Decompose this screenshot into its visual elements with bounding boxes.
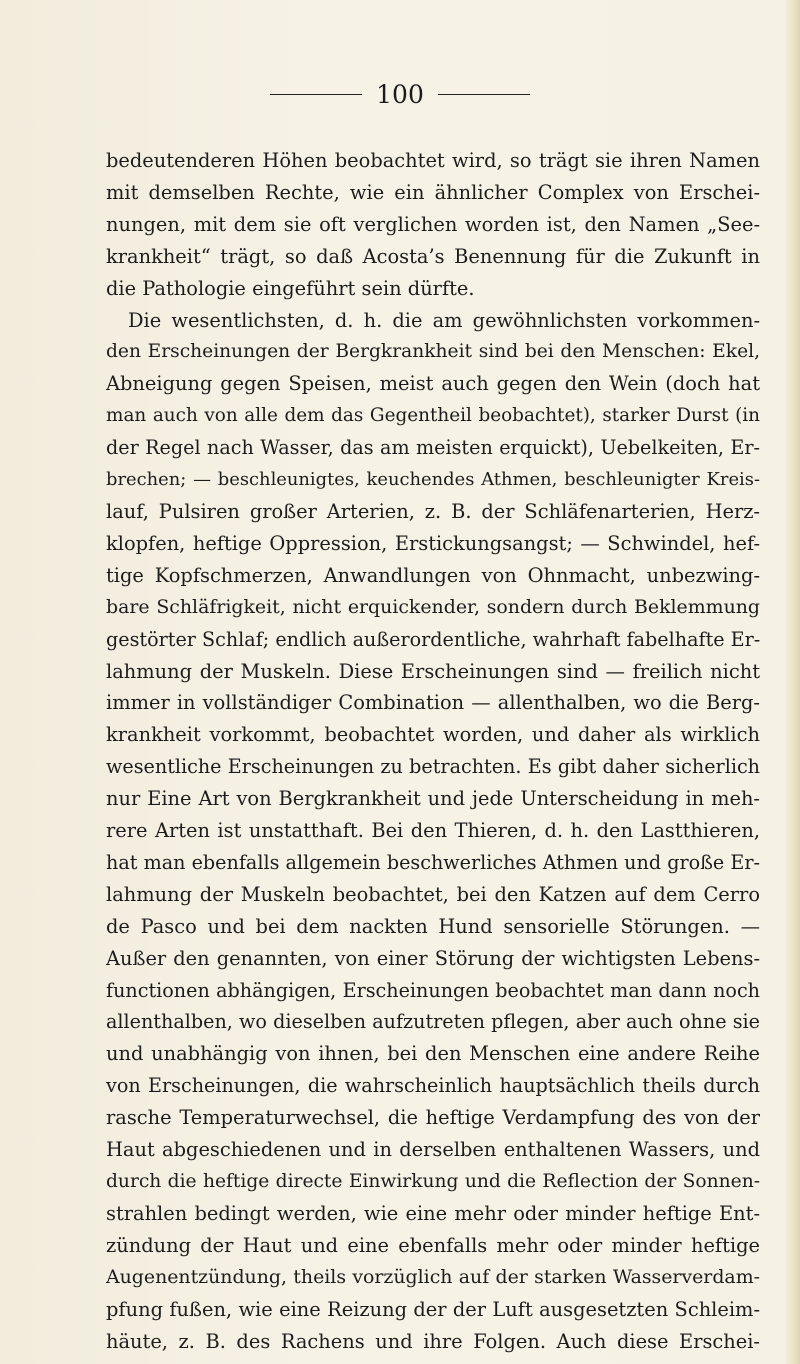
text-line: von Erscheinungen, die wahrscheinlich hauptsächlich theils durch (106, 1074, 760, 1098)
text-line: Abneigung gegen Speisen, meist auch gegen den Wein (doch hat (106, 372, 760, 396)
text-line: und unabhängig von ihnen, bei den Menschen eine andere Reihe (106, 1042, 760, 1066)
text-line: rere Arten ist unstatthaft. Bei den Thieren, d. h. den Lastthieren, (106, 819, 760, 843)
text-line: lahmung der Muskeln. Diese Erscheinungen sind — freilich nicht (106, 659, 760, 683)
body-text (106, 145, 760, 1357)
text-line: bedeutenderen Höhen beobachtet wird, so trägt sie ihren Namen (106, 149, 760, 172)
text-line: krankheit vorkommt, beobachtet worden, und daher als wirklich (106, 723, 760, 747)
text-line: der Regel nach Wasser, das am meisten erquickt), Uebelkeiten, Er- (106, 436, 760, 460)
text-line: lauf, Pulsiren großer Arterien, z. B. der Schläfenarterien, Herz- (106, 499, 760, 523)
text-line: die Pathologie eingeführt sein dürfte. (106, 276, 475, 300)
text-line: immer in vollständiger Combination — allenthalben, wo die Berg- (106, 691, 760, 715)
text-line: Außer den genannten, von einer Störung der wichtigsten Lebens- (106, 946, 760, 970)
text-line: Augenentzündung, theils vorzüglich auf der starken Wasserverdam- (106, 1265, 760, 1288)
header-rule-left (270, 94, 362, 95)
text-line: häute, z. B. des Rachens und ihre Folgen. Auch diese Erschei- (106, 1329, 760, 1353)
text-line: de Pasco und bei dem nackten Hund sensorielle Störungen. — (106, 914, 760, 938)
text-line: durch die heftige directe Einwirkung und die Reflection der Sonnen- (106, 1171, 760, 1192)
text-line: hat man ebenfalls allgemein beschwerliches Athmen und große Er- (106, 850, 760, 874)
text-line: tige Kopfschmerzen, Anwandlungen von Ohnmacht, unbezwing- (106, 563, 760, 587)
page-header (0, 78, 800, 109)
page-edge (786, 0, 800, 1364)
text-line: wesentliche Erscheinungen zu betrachten. Es gibt daher sicherlich (106, 755, 760, 779)
page-number: 100 (376, 80, 424, 109)
text-line: allenthalben, wo dieselben aufzutreten pflegen, aber auch ohne sie (106, 1010, 760, 1034)
text-line: Die wesentlichsten, d. h. die am gewöhnlichsten vorkommen- (128, 308, 760, 332)
text-line: nungen, mit dem sie oft verglichen worden ist, den Namen „See- (106, 212, 760, 236)
text-line: zündung der Haut und eine ebenfalls mehr oder minder heftige (106, 1233, 760, 1257)
text-line: bare Schläfrigkeit, nicht erquickender, sondern durch Beklemmung (106, 595, 760, 618)
text-line: krankheit“ trägt, so daß Acosta’s Benennung für die Zukunft in (106, 244, 760, 268)
text-line: mit demselben Rechte, wie ein ähnlicher Complex von Erschei- (106, 180, 760, 204)
text-line: Haut abgeschiedenen und in derselben enthaltenen Wassers, und (106, 1138, 760, 1162)
text-line: functionen abhängigen, Erscheinungen beobachtet man dann noch (106, 978, 760, 1002)
text-line: rasche Temperaturwechsel, die heftige Verdampfung des von der (106, 1106, 760, 1130)
text-line: strahlen bedingt werden, wie eine mehr oder minder heftige Ent- (106, 1201, 760, 1225)
text-line: man auch von alle dem das Gegentheil beobachtet), starker Durst (in (106, 405, 760, 427)
text-line: den Erscheinungen der Bergkrankheit sind bei den Menschen: Ekel, (106, 341, 760, 363)
header-rule-right (438, 94, 530, 95)
text-line: gestörter Schlaf; endlich außerordentliche, wahrhaft fabelhafte Er- (106, 627, 760, 651)
text-line: nur Eine Art von Bergkrankheit und jede Unterscheidung in meh- (106, 787, 760, 811)
text-line: klopfen, heftige Oppression, Erstickungsangst; — Schwindel, hef- (106, 531, 760, 555)
text-line: pfung fußen, wie eine Reizung der der Luft ausgesetzten Schleim- (106, 1297, 760, 1321)
text-line: lahmung der Muskeln beobachtet, bei den Katzen auf dem Cerro (106, 882, 760, 906)
text-line: brechen; — beschleunigtes, keuchendes Athmen, beschleunigter Kreis- (106, 469, 760, 491)
